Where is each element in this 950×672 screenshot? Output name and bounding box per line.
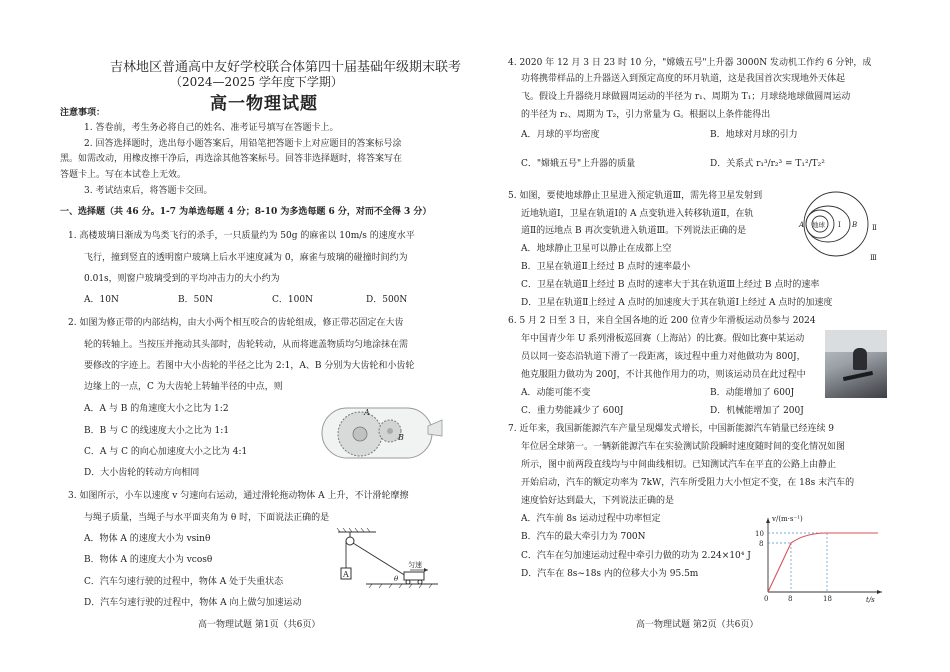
question-4-stem: 的半径为 r₂、周期为 T₂，引力常量为 G。根据以上条件能得出 (521, 110, 771, 120)
question-4-stem: 功将携带样品的上升器送入到预定高度的环月轨道，这是我国首次实现地外天体起 (521, 74, 846, 84)
page-footer: 高一物理试题 第2页（共6页） (636, 620, 759, 630)
graph-ytick-8: 8 (759, 540, 764, 548)
exam-title: 高一物理试题 (210, 94, 318, 114)
skateboarder-photo (825, 330, 887, 398)
question-6-stem: 年中国青少年 U 系列滑板巡回赛（上海站）的比赛。假如比赛中某运动 (521, 334, 805, 344)
graph-xtick-18: 18 (823, 595, 832, 603)
graph-ytick-10: 10 (755, 530, 764, 538)
question-7-option: D．汽车在 8s~18s 内的位移大小为 95.5m (521, 569, 699, 579)
point-a-label: A (799, 221, 805, 229)
graph-xtick-8: 8 (788, 595, 793, 603)
question-2-option: C．A 与 C 的向心加速度大小之比为 4:1 (84, 447, 248, 457)
question-3-option: C．汽车匀速行驶的过程中，物体 A 处于失重状态 (84, 577, 284, 587)
question-2-option: A．A 与 B 的角速度大小之比为 1:2 (84, 404, 229, 414)
question-3-option: A．物体 A 的速度大小为 vsinθ (84, 534, 211, 544)
question-5-option: C．卫星在轨道Ⅱ上经过 B 点时的速率大于其在轨道Ⅲ上经过 B 点时的速率 (521, 280, 820, 290)
question-6-option: D．机械能增加了 200J (710, 406, 804, 416)
exam-header-line2: （2024—2025 学年度下学期） (170, 75, 343, 89)
angle-theta-label: θ (394, 575, 399, 583)
question-5-stem: 近地轨道Ⅰ，卫星在轨道Ⅰ的 A 点变轨进入转移轨道Ⅱ，在轨 (521, 209, 754, 219)
question-6-option: C．重力势能减少了 600J (521, 406, 624, 416)
gear-label-b: B (398, 433, 404, 442)
question-3-option: D．汽车匀速行驶的过程中，物体 A 向上做匀加速运动 (84, 598, 302, 608)
orbit-2-label: Ⅱ (872, 224, 877, 232)
question-1-option: C．100N (272, 295, 313, 305)
question-6-stem: 员以同一姿态沿轨道下滑了一段距离，该过程中重力对他做功为 800J， (521, 352, 806, 362)
question-2-option: D．大小齿轮的转动方向相同 (84, 468, 200, 478)
question-7-stem: 年位居全球第一。一辆新能源汽车在实验测试阶段瞬时速度随时间的变化情况如图 (521, 442, 846, 452)
question-5-stem: 5. 如图，要使地球静止卫星进入预定轨道Ⅲ，需先将卫星发射到 (508, 191, 763, 201)
graph-xlabel: t/s (866, 596, 875, 604)
uniform-speed-label: 匀速 (408, 561, 422, 569)
photo-rider (853, 348, 867, 370)
notice-line: 3. 考试结束后，将答题卡交回。 (84, 186, 213, 196)
notice-line: 答题卡上。写在本试卷上无效。 (60, 170, 187, 180)
question-1-stem: 飞行，撞到竖直的透明窗户玻璃上后水平速度减为 0，麻雀与玻璃的碰撞时间约为 (84, 253, 408, 263)
question-1-stem: 0.01s，则窗户玻璃受到的平均冲击力的大小约为 (84, 274, 280, 284)
question-2-stem: 要修改的字迹上。若图中大小齿轮的半径之比为 2:1，A、B 分别为大齿轮和小齿轮 (84, 361, 415, 371)
pulley-figure (336, 528, 440, 590)
question-7-stem: 速度恰好达到最大，下列说法正确的是 (521, 496, 675, 506)
notice-line: 1. 答卷前，考生务必将自己的姓名、准考证号填写在答题卡上。 (84, 123, 339, 133)
notice-line: 黑。如需改动，用橡皮擦干净后，再选涂其他答案标号。回答非选择题时，将答案写在 (60, 154, 403, 164)
gear-label-a: A (364, 408, 370, 417)
question-4-option: C．"嫦娥五号"上升器的质量 (521, 159, 636, 169)
question-1-option: A．10N (84, 295, 119, 305)
question-4-stem: 4. 2020 年 12 月 3 日 23 时 10 分，"嫦娥五号"上升器 3000N 发动机工作约 6 分钟，成 (508, 58, 872, 68)
graph-xtick-0: 0 (764, 595, 769, 603)
question-2-stem: 2. 如图为修正带的内部结构，由大小两个相互咬合的齿轮组成，修正带芯固定在大齿 (68, 318, 404, 328)
section-heading: 一、选择题（共 46 分。1-7 为单选每题 4 分；8-10 为多选每题 6 分，对而不全得 3 分） (60, 207, 432, 217)
orbit-3-label: Ⅲ (870, 254, 877, 262)
orbit-1-label: Ⅰ (838, 221, 841, 229)
question-4-option: A．月球的平均密度 (521, 130, 600, 140)
question-7-option: B．汽车的最大牵引力为 700N (521, 532, 646, 542)
photo-skateboard (843, 371, 873, 381)
question-1-option: D．500N (366, 295, 408, 305)
question-3-stem: 3. 如图所示，小车以速度 v 匀速向右运动，通过滑轮拖动物体 A 上升，不计滑轮摩擦 (68, 491, 409, 501)
question-5-stem: 道Ⅱ的远地点 B 再次变轨进入轨道Ⅲ。下列说法正确的是 (521, 226, 747, 236)
earth-label: 地球 (812, 221, 825, 229)
question-2-stem: 边缘上的一点，C 为大齿轮上转轴半径的中点，则 (84, 382, 283, 392)
page-footer: 高一物理试题 第1页（共6页） (198, 620, 321, 630)
block-a-label: A (343, 570, 349, 579)
question-7-stem: 7. 近年来，我国新能源汽车产量呈现爆发式增长，中国新能源汽车销量已经连续 9 (508, 424, 835, 434)
page-2 (500, 0, 890, 672)
question-4-option: D．关系式 r₁³/r₂³ = T₁²/T₂² (710, 159, 825, 169)
question-7-stem: 开始启动，汽车的额定功率为 7kW，汽车所受阻力大小恒定不变，在 18s 末汽车的 (521, 478, 855, 488)
exam-header-line1: 吉林地区普通高中友好学校联合体第四十届基础年级期末联考 (110, 60, 462, 75)
notice-line: 2. 回答选择题时，选出每小题答案后，用铅笔把答题卡上对应题目的答案标号涂 (84, 139, 402, 149)
question-4-stem: 飞。假设上升器绕月球做圆周运动的半径为 r₁、周期为 T₁；月球绕地球做圆周运动 (521, 92, 851, 102)
graph-ylabel: v/(m·s⁻¹) (772, 515, 803, 523)
question-6-stem: 他克服阻力做功为 200J，不计其他作用力的功，则该运动员在此过程中 (521, 370, 806, 380)
question-4-option: B．地球对月球的引力 (710, 130, 798, 140)
question-5-option: D．卫星在轨道Ⅱ上经过 A 点时的加速度大于其在轨道Ⅰ上经过 A 点时的加速度 (521, 298, 833, 308)
page-1 (60, 0, 462, 672)
point-b-label: B (852, 221, 858, 229)
question-7-option: A．汽车前 8s 运动过程中功率恒定 (521, 514, 661, 524)
question-6-option: A．动能可能不变 (521, 388, 591, 398)
question-7-option: C．汽车在匀加速运动过程中牵引力做的功为 2.24×10⁴ J (521, 551, 751, 561)
question-2-stem: 轮的转轴上。当按压并拖动其头部时，齿轮转动，从而将遮盖物质均匀地涂抹在需 (84, 340, 409, 350)
correction-tape-figure (316, 398, 444, 468)
question-3-option: B．物体 A 的速度大小为 vcosθ (84, 555, 213, 565)
question-3-stem: 与绳子质量，当绳子与水平面夹角为 θ 时，下面说法正确的是 (84, 513, 330, 523)
question-7-stem: 所示，图中前两段直线均与中间曲线相切。已知测试汽车在平直的公路上由静止 (521, 460, 837, 470)
question-6-stem: 6. 5 月 2 日至 3 日，来自全国各地的近 200 位青少年滑板运动员参与 2024 (508, 316, 816, 326)
question-1-stem: 1. 高楼玻璃日渐成为鸟类飞行的杀手，一只质量约为 50g 的麻雀以 10m/s 的速度水平 (68, 231, 415, 241)
orbit-figure (790, 186, 888, 264)
notice-heading: 注意事项： (60, 108, 106, 118)
velocity-time-graph (750, 512, 890, 604)
question-1-option: B．50N (178, 295, 213, 305)
question-5-option: A．地球静止卫星可以静止在成都上空 (521, 244, 672, 254)
question-5-option: B．卫星在轨道Ⅱ上经过 B 点时的速率最小 (521, 262, 691, 272)
question-2-option: B．B 与 C 的线速度大小之比为 1:1 (84, 426, 230, 436)
question-6-option: B．动能增加了 600J (710, 388, 795, 398)
